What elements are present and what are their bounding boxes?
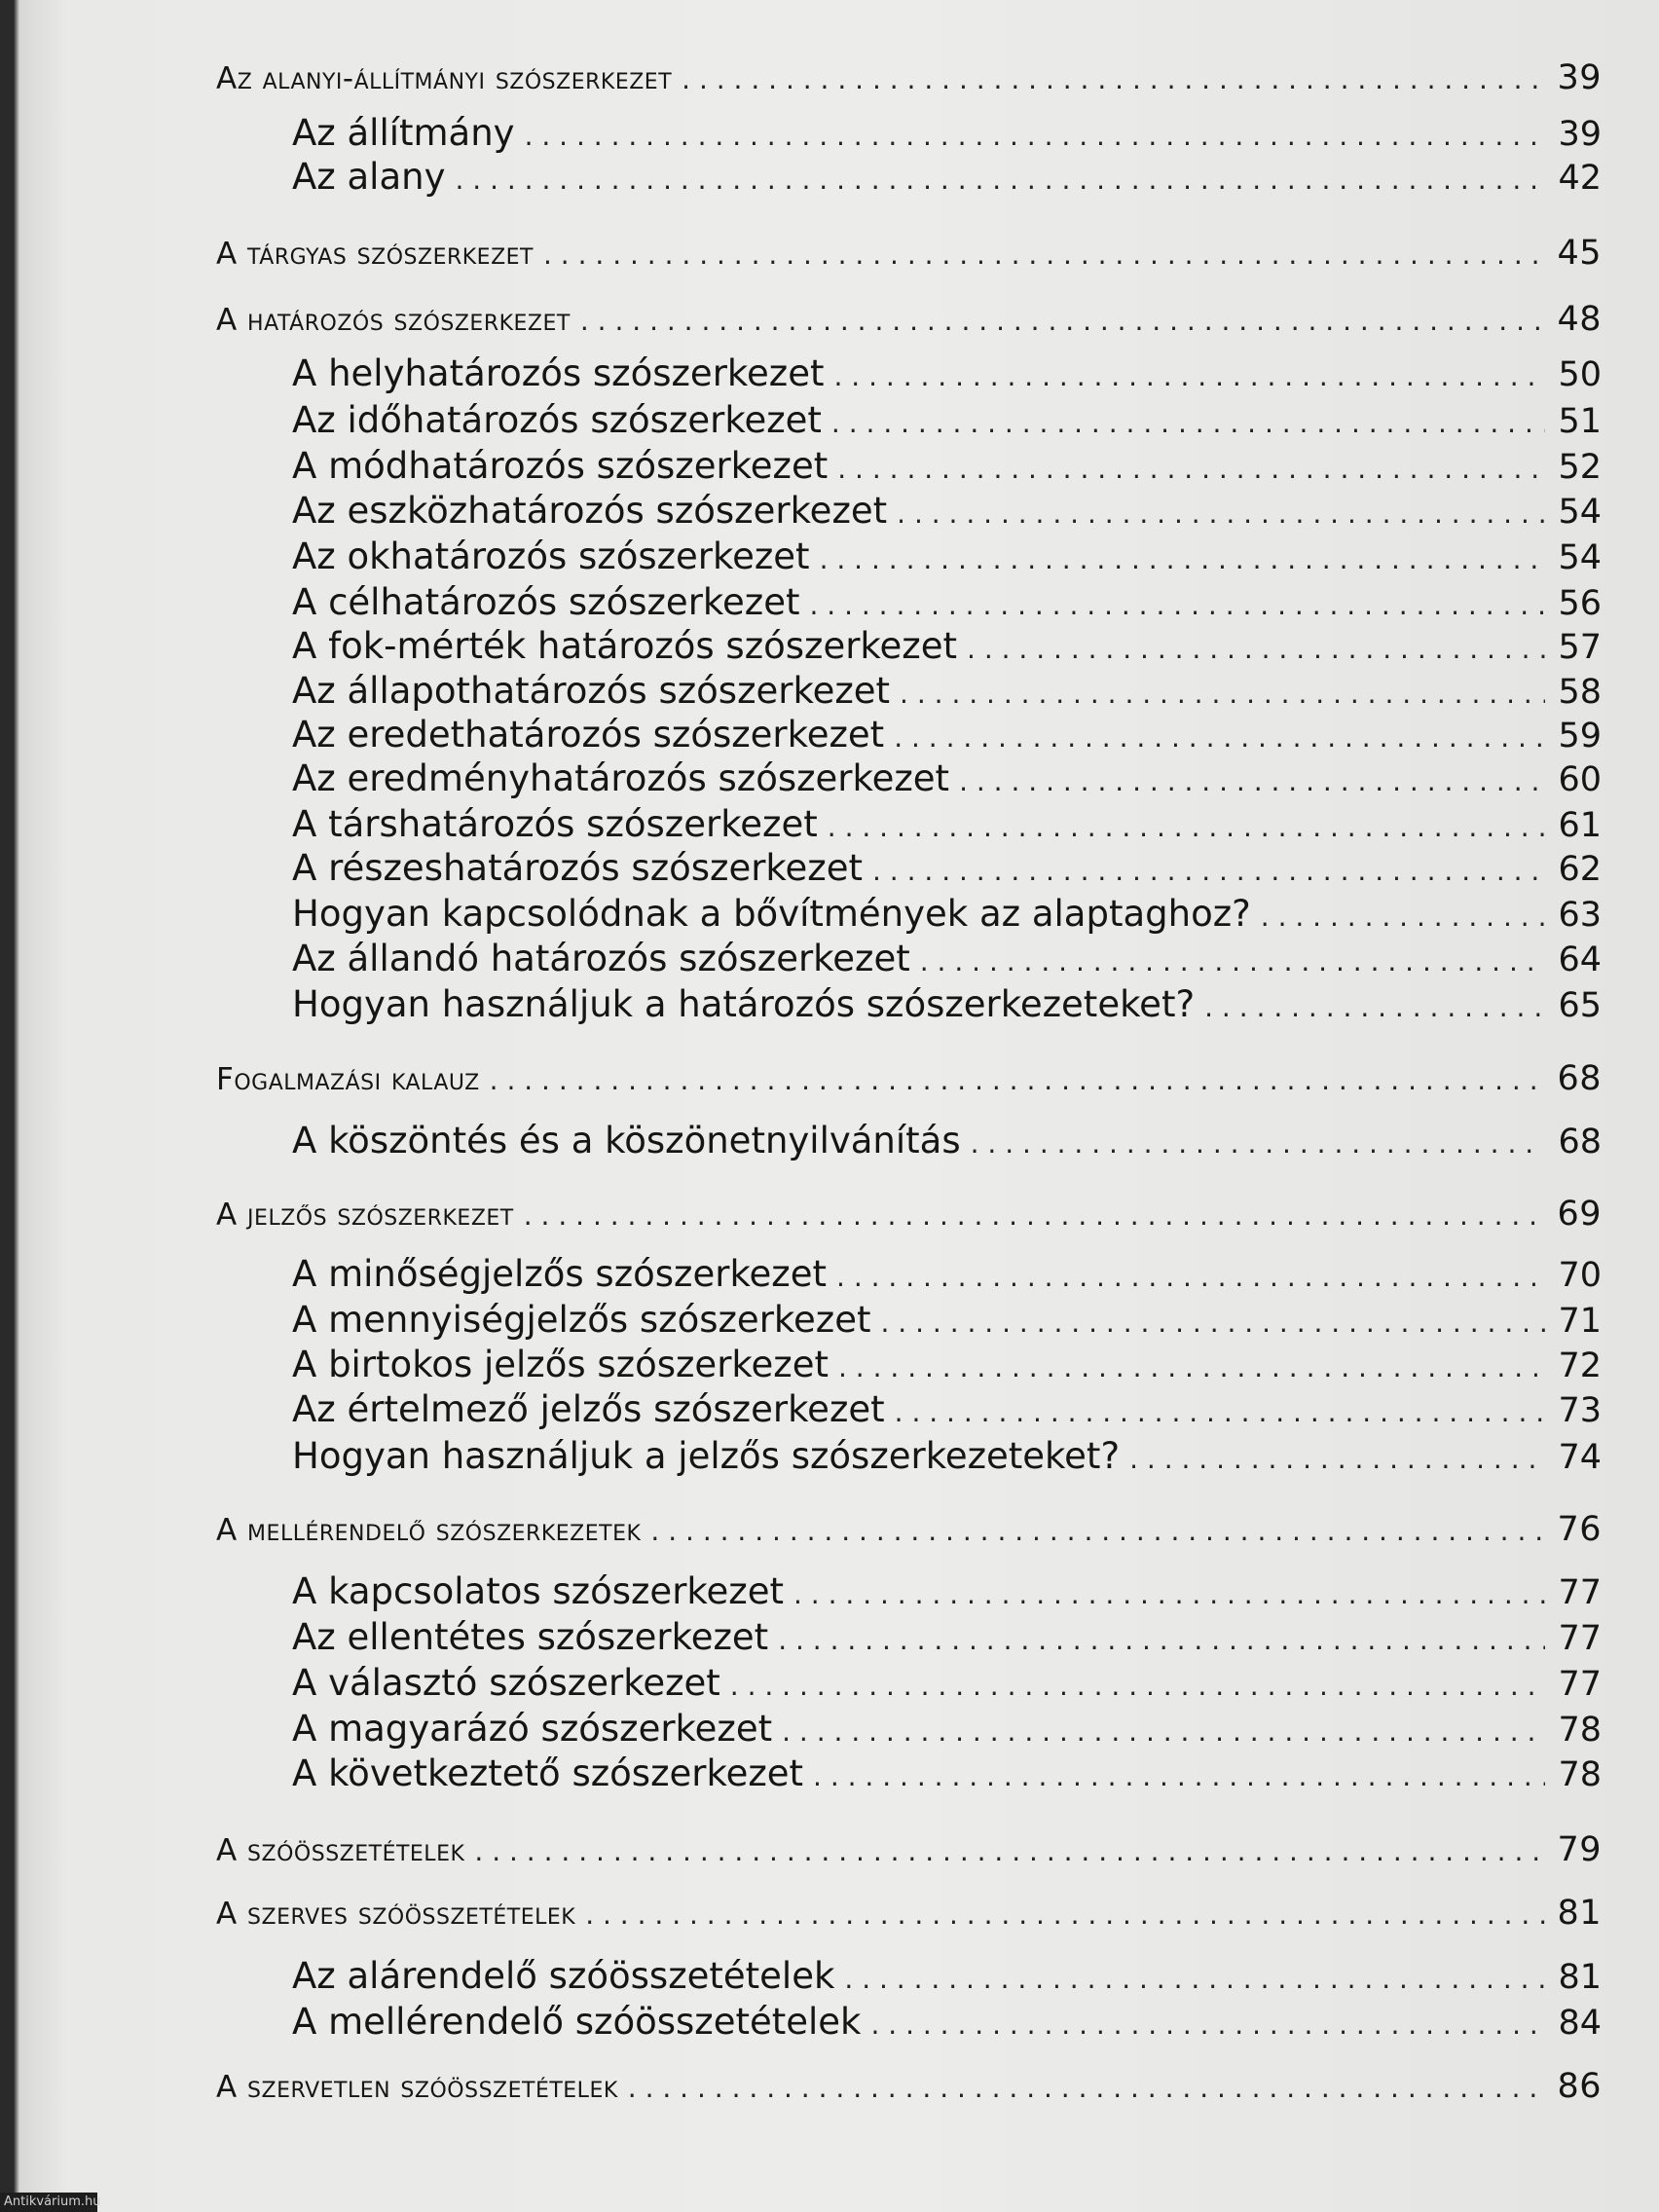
dot-leader — [474, 1835, 1545, 1867]
toc-entry-page-number: 64 — [1558, 940, 1602, 979]
toc-entry-title: A minőségjelzős szószerkezet — [292, 1253, 828, 1295]
toc-section-entry — [216, 58, 1602, 97]
toc-entry-page-number: 72 — [1558, 1346, 1602, 1385]
toc-entry-page-number: 77 — [1558, 1665, 1602, 1704]
toc-entry-page-number: 52 — [1558, 448, 1602, 487]
dot-leader — [967, 633, 1545, 665]
toc-entry-page-number: 65 — [1558, 986, 1602, 1025]
toc-entry-title: Az állapothatározós szószerkezet — [292, 670, 891, 712]
toc-entry-page-number: 76 — [1557, 1510, 1602, 1549]
dot-leader — [543, 239, 1545, 271]
toc-subsection-entry — [292, 112, 1602, 154]
toc-subsection-entry — [292, 535, 1602, 577]
toc-entry-page-number: 78 — [1558, 1711, 1602, 1750]
toc-entry-page-number: 48 — [1557, 300, 1602, 339]
dot-leader — [872, 855, 1545, 887]
dot-leader — [525, 120, 1545, 152]
toc-entry-title: Az alany — [292, 156, 446, 198]
dot-leader — [895, 1396, 1545, 1428]
toc-subsection-entry — [292, 1253, 1602, 1295]
toc-subsection-entry — [292, 1570, 1602, 1612]
toc-entry-page-number: 63 — [1558, 896, 1602, 935]
toc-section-entry — [216, 1195, 1602, 1234]
toc-subsection-entry — [292, 893, 1602, 935]
dot-leader — [682, 63, 1545, 95]
toc-subsection-entry — [292, 1299, 1602, 1341]
dot-leader — [580, 305, 1545, 337]
toc-subsection-entry — [292, 1662, 1602, 1704]
dot-leader — [971, 1127, 1545, 1160]
toc-entry-title: A birtokos jelzős szószerkezet — [292, 1344, 829, 1385]
dot-leader — [778, 1624, 1545, 1656]
toc-entry-title: Az eredethatározós szószerkezet — [292, 714, 885, 756]
toc-entry-page-number: 39 — [1558, 115, 1602, 154]
dot-leader — [585, 1899, 1545, 1931]
dot-leader — [831, 407, 1545, 439]
toc-entry-title: Az alanyi-állítmányi szószerkezet — [216, 61, 673, 96]
toc-entry-page-number: 86 — [1557, 2067, 1602, 2106]
toc-entry-page-number: 45 — [1557, 234, 1602, 273]
toc-entry-page-number: 54 — [1558, 493, 1602, 532]
toc-entry-page-number: 77 — [1558, 1573, 1602, 1612]
dot-leader — [650, 1515, 1545, 1547]
toc-entry-page-number: 58 — [1558, 673, 1602, 712]
toc-entry-title: Hogyan használjuk a jelzős szószerkezeteket? — [292, 1435, 1121, 1477]
toc-entry-title: A fok-mérték határozós szószerkezet — [292, 625, 958, 667]
toc-entry-title: A választó szószerkezet — [292, 1662, 720, 1704]
toc-subsection-entry — [292, 803, 1602, 845]
dot-leader — [1261, 901, 1545, 933]
dot-leader — [836, 1261, 1545, 1293]
toc-entry-title: A tárgyas szószerkezet — [216, 237, 534, 272]
dot-leader — [524, 1199, 1545, 1232]
toc-subsection-entry — [292, 938, 1602, 979]
toc-entry-page-number: 70 — [1558, 1256, 1602, 1295]
toc-entry-title: Fogalmazási kalauz — [216, 1062, 480, 1097]
dot-leader — [809, 589, 1545, 621]
toc-subsection-entry — [292, 581, 1602, 623]
dot-leader — [628, 2072, 1545, 2104]
toc-entry-page-number: 61 — [1558, 806, 1602, 845]
toc-entry-page-number: 56 — [1558, 584, 1602, 623]
watermark: Antikvárium.hu — [0, 2193, 97, 2212]
dot-leader — [897, 498, 1545, 530]
dot-leader — [959, 765, 1545, 797]
toc-entry-title: A szervetlen szóösszetételek — [216, 2070, 618, 2105]
toc-section-entry — [216, 1894, 1602, 1933]
toc-entry-page-number: 68 — [1558, 1123, 1602, 1161]
toc-entry-page-number: 81 — [1557, 1894, 1602, 1933]
toc-entry-title: Az állandó határozós szószerkezet — [292, 938, 910, 979]
toc-entry-page-number: 50 — [1558, 355, 1602, 394]
toc-entry-title: A szóösszetételek — [216, 1833, 465, 1868]
toc-entry-title: A módhatározós szószerkezet — [292, 445, 829, 487]
toc-subsection-entry — [292, 714, 1602, 756]
toc-entry-title: Az állítmány — [292, 112, 515, 154]
toc-section-entry — [216, 1830, 1602, 1869]
toc-entry-title: Az értelmező jelzős szószerkezet — [292, 1388, 885, 1430]
toc-entry-title: A köszöntés és a köszönetnyilvánítás — [292, 1120, 961, 1161]
dot-leader — [844, 1963, 1545, 1995]
toc-entry-title: A magyarázó szószerkezet — [292, 1708, 773, 1750]
toc-subsection-entry — [292, 352, 1602, 394]
toc-entry-page-number: 84 — [1558, 2004, 1602, 2043]
toc-entry-title: A szerves szóösszetételek — [216, 1897, 576, 1932]
toc-entry-title: A mellérendelő szóösszetételek — [292, 2001, 862, 2043]
toc-subsection-entry — [292, 847, 1602, 889]
toc-entry-page-number: 81 — [1558, 1958, 1602, 1997]
toc-entry-title: A kapcsolatos szószerkezet — [292, 1570, 784, 1612]
toc-entry-title: A határozós szószerkezet — [216, 303, 571, 338]
dot-leader — [900, 678, 1545, 710]
dot-leader — [1129, 1443, 1545, 1475]
toc-entry-title: A helyhatározós szószerkezet — [292, 352, 825, 394]
dot-leader — [920, 945, 1545, 977]
toc-section-entry — [216, 1059, 1602, 1098]
toc-subsection-entry — [292, 1708, 1602, 1750]
toc-entry-title: A társhatározós szószerkezet — [292, 803, 818, 845]
toc-entry-title: A jelzős szószerkezet — [216, 1198, 514, 1233]
toc-entry-title: Az időhatározós szószerkezet — [292, 399, 822, 441]
toc-entry-page-number: 42 — [1558, 159, 1602, 198]
dot-leader — [730, 1670, 1545, 1702]
dot-leader — [833, 360, 1545, 392]
dot-leader — [870, 2009, 1545, 2041]
dot-leader — [490, 1064, 1545, 1096]
toc-subsection-entry — [292, 625, 1602, 667]
dot-leader — [837, 453, 1545, 485]
toc-subsection-entry — [292, 1955, 1602, 1997]
toc-entry-page-number: 59 — [1558, 717, 1602, 756]
toc-subsection-entry — [292, 445, 1602, 487]
toc-entry-title: Hogyan használjuk a határozós szószerkezeteket? — [292, 983, 1196, 1025]
toc-entry-title: Hogyan kapcsolódnak a bővítmények az alaptaghoz? — [292, 893, 1251, 935]
toc-subsection-entry — [292, 156, 1602, 198]
toc-subsection-entry — [292, 1752, 1602, 1794]
toc-entry-title: A mellérendelő szószerkezetek — [216, 1513, 642, 1548]
toc-section-entry — [216, 234, 1602, 273]
toc-entry-page-number: 77 — [1558, 1619, 1602, 1658]
toc-subsection-entry — [292, 1120, 1602, 1161]
toc-entry-page-number: 74 — [1558, 1438, 1602, 1477]
dot-leader — [894, 721, 1545, 754]
toc-entry-page-number: 71 — [1558, 1302, 1602, 1341]
toc-entry-title: Az eredményhatározós szószerkezet — [292, 757, 950, 799]
toc-section-entry — [216, 2067, 1602, 2106]
toc-subsection-entry — [292, 1435, 1602, 1477]
toc-entry-title: A részeshatározós szószerkezet — [292, 847, 863, 889]
toc-section-entry — [216, 1510, 1602, 1549]
toc-entry-page-number: 57 — [1558, 628, 1602, 667]
toc-entry-page-number: 79 — [1557, 1830, 1602, 1869]
toc-subsection-entry — [292, 670, 1602, 712]
dot-leader — [820, 543, 1545, 575]
toc-subsection-entry — [292, 399, 1602, 441]
toc-entry-title: Az okhatározós szószerkezet — [292, 535, 810, 577]
toc-entry-page-number: 54 — [1558, 538, 1602, 577]
toc-entry-title: A következtető szószerkezet — [292, 1752, 804, 1794]
dot-leader — [838, 1351, 1545, 1383]
toc-section-entry — [216, 300, 1602, 339]
toc-entry-title: A célhatározós szószerkezet — [292, 581, 800, 623]
dot-leader — [813, 1760, 1545, 1792]
toc-subsection-entry — [292, 1344, 1602, 1385]
dot-leader — [1204, 991, 1545, 1023]
toc-entry-page-number: 62 — [1558, 850, 1602, 889]
toc-entry-title: Az eszközhatározós szószerkezet — [292, 490, 888, 532]
toc-subsection-entry — [292, 757, 1602, 799]
toc-subsection-entry — [292, 1616, 1602, 1658]
toc-entry-page-number: 39 — [1557, 58, 1602, 97]
toc-entry-page-number: 68 — [1557, 1059, 1602, 1098]
toc-entry-page-number: 73 — [1558, 1391, 1602, 1430]
toc-entry-page-number: 51 — [1558, 402, 1602, 441]
toc-entry-title: Az alárendelő szóösszetételek — [292, 1955, 835, 1997]
toc-entry-title: Az ellentétes szószerkezet — [292, 1616, 769, 1658]
toc-entry-page-number: 78 — [1558, 1755, 1602, 1794]
dot-leader — [880, 1307, 1545, 1339]
dot-leader — [828, 811, 1545, 843]
dot-leader — [782, 1715, 1545, 1748]
dot-leader — [793, 1578, 1545, 1610]
toc-subsection-entry — [292, 490, 1602, 532]
toc-subsection-entry — [292, 1388, 1602, 1430]
toc-entry-page-number: 60 — [1558, 760, 1602, 799]
toc-subsection-entry — [292, 983, 1602, 1025]
toc-entry-title: A mennyiségjelzős szószerkezet — [292, 1299, 871, 1341]
dot-leader — [455, 164, 1545, 196]
toc-entry-page-number: 69 — [1557, 1195, 1602, 1234]
toc-subsection-entry — [292, 2001, 1602, 2043]
